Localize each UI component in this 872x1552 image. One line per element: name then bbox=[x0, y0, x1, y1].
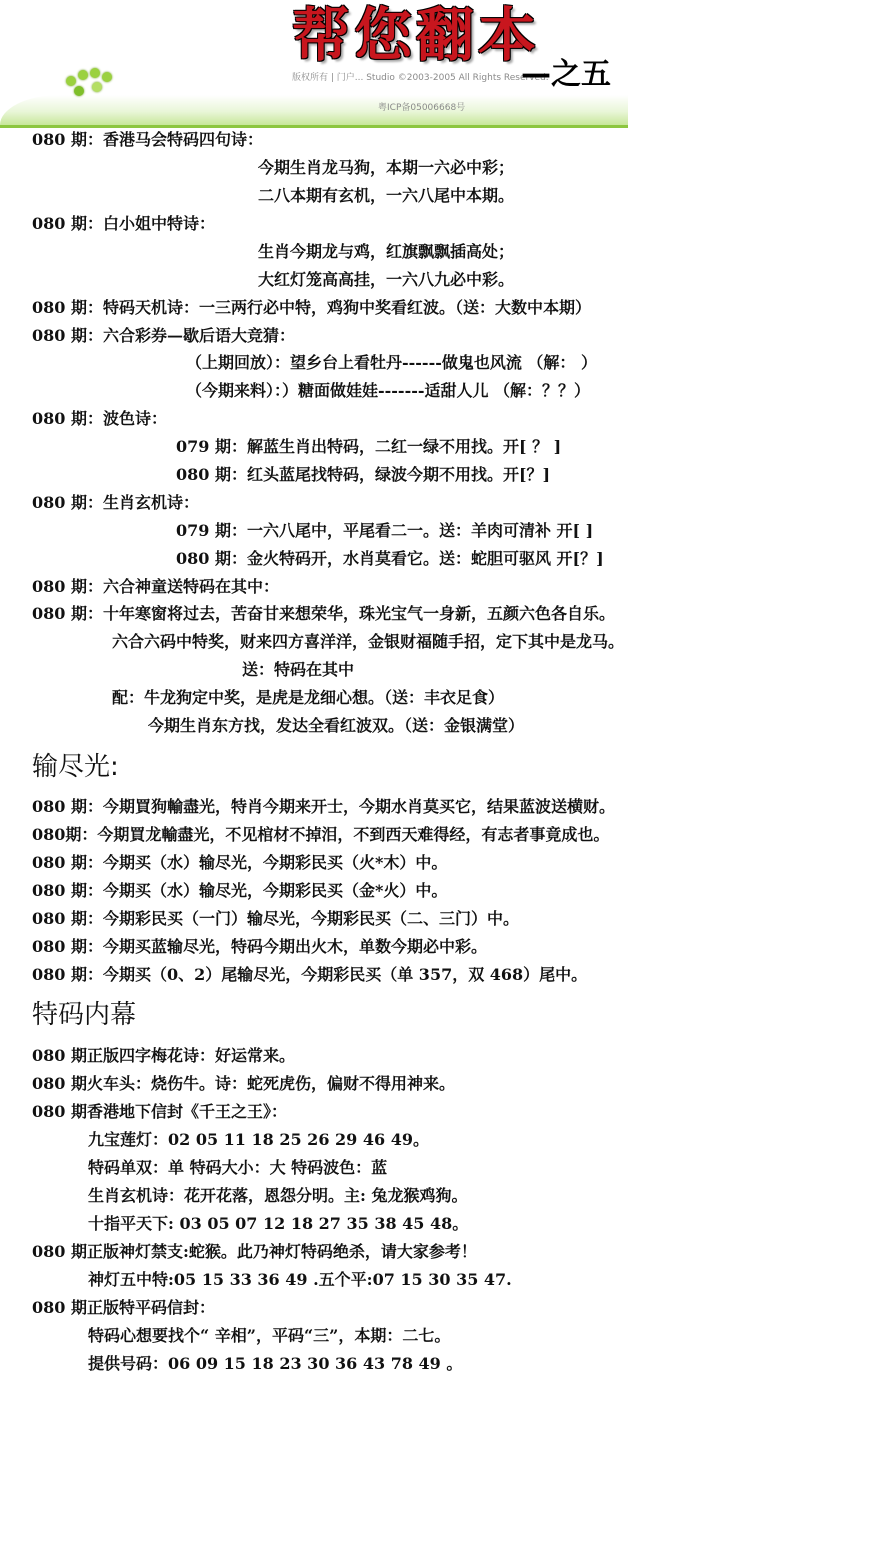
shentong-line: 080 期：六合神童送特码在其中： bbox=[32, 577, 279, 596]
bose-line-079: 079 期：解蓝生肖出特码，二红一绿不用找。开[ ？ ] bbox=[176, 437, 562, 456]
tianji-line: 080 期：特码天机诗：一三两行必中特，鸡狗中奖看红波。（送：大数中本期） bbox=[32, 298, 591, 317]
bose-heading: 080 期：波色诗： bbox=[32, 409, 167, 428]
xuanji-line-079: 079 期：一六八尾中，平尾看二一。送：羊肉可清补 开[ ] bbox=[176, 521, 594, 540]
long-poem-line-2: 六合六码中特奖，财来四方喜洋洋，金银财福随手招，定下其中是龙马。 bbox=[112, 632, 625, 651]
bose-line-080: 080 期：红头蓝尾找特码，绿波今期不用找。开[？] bbox=[176, 465, 551, 484]
loss-line-3: 080 期：今期买（水）输尽光，今期彩民买（火*木）中。 bbox=[32, 853, 448, 872]
inside-line-1: 080 期正版四字梅花诗：好运常来。 bbox=[32, 1046, 295, 1065]
loss-line-7: 080 期：今期买（0、2）尾输尽光，今期彩民买（单 357，双 468）尾中。 bbox=[32, 965, 588, 984]
inside-line-10: 080 期正版特平码信封： bbox=[32, 1298, 215, 1317]
inside-line-8: 080 期正版神灯禁支:蛇猴。此乃神灯特码绝杀，请大家参考！ bbox=[32, 1242, 477, 1261]
hk-poem-heading: 080 期：香港马会特码四句诗： bbox=[32, 130, 263, 149]
inside-line-4: 九宝莲灯：02 05 11 18 25 26 29 46 49。 bbox=[88, 1130, 429, 1149]
inside-line-9: 神灯五中特:05 15 33 36 49 .五个平:07 15 30 35 47. bbox=[88, 1270, 512, 1289]
loss-line-2: 080期：今期買龙輸盡光，不见棺材不掉泪，不到西天难得经，有志者事竟成也。 bbox=[32, 825, 610, 844]
long-poem-line-4: 配：牛龙狗定中奖，是虎是龙细心想。（送：丰衣足食） bbox=[112, 688, 505, 707]
inside-line-6: 生肖玄机诗：花开花落，恩怨分明。主: 兔龙猴鸡狗。 bbox=[88, 1186, 468, 1205]
long-poem-line-1: 080 期：十年寒窗将过去，苦奋甘来想荣华，珠光宝气一身新，五颜六色各自乐。 bbox=[32, 604, 615, 623]
inside-line-11: 特码心想要找个“ 辛相”，平码“三”，本期：二七。 bbox=[88, 1326, 451, 1345]
copyright-line-1: 版权所有 | 门户... Studio ©2003-2005 All Rights Reserved. bbox=[292, 73, 549, 83]
loss-line-4: 080 期：今期买（水）输尽光，今期彩民买（金*火）中。 bbox=[32, 881, 448, 900]
inside-line-2: 080 期火车头：烧伤牛。诗：蛇死虎伤，偏财不得用神来。 bbox=[32, 1074, 455, 1093]
xiehouyu-prev: （上期回放）：望乡台上看牡丹------做鬼也风流 （解： ） bbox=[186, 353, 597, 372]
inside-line-7: 十指平天下: 03 05 07 12 18 27 35 38 45 48。 bbox=[88, 1214, 469, 1233]
loss-section-title: 输尽光: bbox=[32, 752, 119, 782]
loss-line-1: 080 期：今期買狗輸盡光，特肖今期来开士，今期水肖莫买它，结果蓝波送横财。 bbox=[32, 797, 615, 816]
page-subtitle: —之五 bbox=[521, 57, 611, 92]
xuanji-line-080: 080 期：金火特码开，水肖莫看它。送：蛇胆可驱风 开[？] bbox=[176, 549, 604, 568]
xuanji-heading: 080 期：生肖玄机诗： bbox=[32, 493, 199, 512]
bai-poem-line-2: 大红灯笼高高挂，一六八九必中彩。 bbox=[258, 270, 515, 289]
xiehouyu-heading: 080 期：六合彩券—歇后语大竞猜： bbox=[32, 326, 295, 345]
inside-section-title: 特码内幕 bbox=[32, 1000, 137, 1030]
bai-poem-heading: 080 期：白小姐中特诗： bbox=[32, 214, 215, 233]
page-title: 帮您翻本 bbox=[292, 1, 541, 69]
header-banner bbox=[0, 0, 628, 128]
inside-line-5: 特码单双：单 特码大小：大 特码波色：蓝 bbox=[88, 1158, 388, 1177]
hk-poem-line-1: 今期生肖龙马狗，本期一六必中彩； bbox=[258, 158, 515, 177]
inside-line-12: 提供号码：06 09 15 18 23 30 36 43 78 49 。 bbox=[88, 1354, 463, 1373]
loss-line-6: 080 期：今期买蓝输尽光，特码今期出火木，单数今期必中彩。 bbox=[32, 937, 487, 956]
inside-line-3: 080 期香港地下信封《千王之王》： bbox=[32, 1102, 287, 1121]
long-poem-line-5: 今期生肖东方找，发达全看红波双。（送：金银满堂） bbox=[148, 716, 525, 735]
loss-line-5: 080 期：今期彩民买（一门）输尽光，今期彩民买（二、三门）中。 bbox=[32, 909, 519, 928]
copyright-line-2: 粤ICP备05006668号 bbox=[378, 103, 466, 113]
bai-poem-line-1: 生肖今期龙与鸡，红旗飘飘插高处； bbox=[258, 242, 515, 261]
xiehouyu-curr: （今期来料）：）糖面做娃娃-------适甜人儿 （解：？？） bbox=[186, 381, 591, 400]
logo-dots-icon bbox=[66, 68, 126, 98]
header-green-band bbox=[0, 95, 628, 128]
hk-poem-line-2: 二八本期有玄机，一六八尾中本期。 bbox=[258, 186, 515, 205]
long-poem-line-3: 送：特码在其中 bbox=[242, 660, 355, 679]
